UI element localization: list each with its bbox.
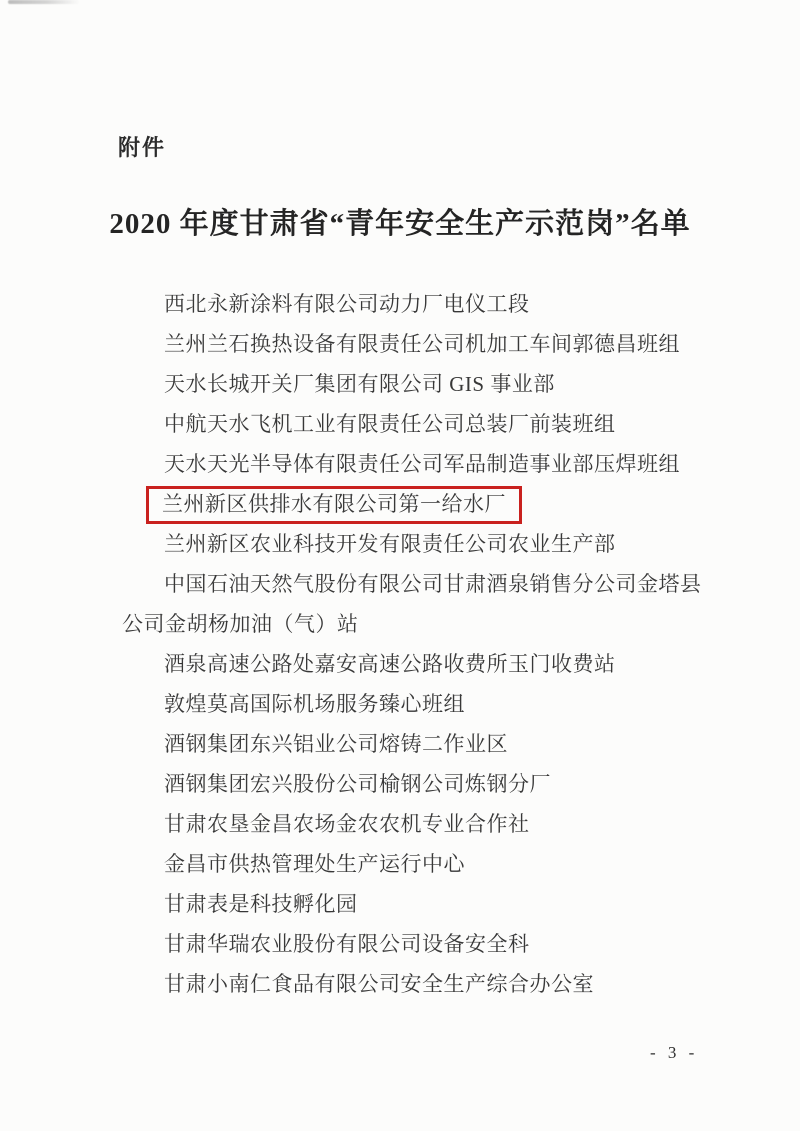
list-item-15: 甘肃表是科技孵化园: [164, 892, 358, 916]
list-item-3: 天水长城开关厂集团有限公司 GIS 事业部: [164, 372, 555, 396]
list-item-13: 甘肃农垦金昌农场金农农机专业合作社: [164, 812, 530, 836]
list-item-11: 酒钢集团东兴铝业公司熔铸二作业区: [164, 732, 508, 756]
list-item-12: 酒钢集团宏兴股份公司榆钢公司炼钢分厂: [164, 772, 551, 796]
list-item-6-text: 兰州新区供排水有限公司第一给水厂: [162, 492, 506, 516]
page-number: - 3 -: [650, 1043, 699, 1062]
list-item-17: 甘肃小南仁食品有限公司安全生产综合办公室: [164, 972, 594, 996]
red-highlight-box: [146, 486, 522, 524]
attachment-label: 附件: [118, 135, 167, 160]
list-item-16: 甘肃华瑞农业股份有限公司设备安全科: [164, 932, 530, 956]
list-item-4: 中航天水飞机工业有限责任公司总装厂前装班组: [164, 412, 616, 436]
list-item-9: 酒泉高速公路处嘉安高速公路收费所玉门收费站: [164, 652, 616, 676]
list-item-14: 金昌市供热管理处生产运行中心: [164, 852, 465, 876]
list-item-7: 兰州新区农业科技开发有限责任公司农业生产部: [164, 532, 616, 556]
list-item-10: 敦煌莫高国际机场服务臻心班组: [164, 692, 465, 716]
list-item-6: [122, 484, 704, 524]
list-item-2: 兰州兰石换热设备有限责任公司机加工车间郭德昌班组: [164, 332, 680, 356]
list-item-1: 西北永新涂料有限公司动力厂电仪工段: [164, 292, 530, 316]
award-list: [122, 284, 704, 1004]
document-title: 2020 年度甘肃省“青年安全生产示范岗”名单: [109, 208, 691, 240]
list-item-8: 中国石油天然气股份有限公司甘肃酒泉销售分公司金塔县公司金胡杨加油（气）站: [122, 572, 702, 636]
list-item-5: 天水天光半导体有限责任公司军品制造事业部压焊班组: [164, 452, 680, 476]
scan-smudge-artifact: [8, 0, 80, 4]
